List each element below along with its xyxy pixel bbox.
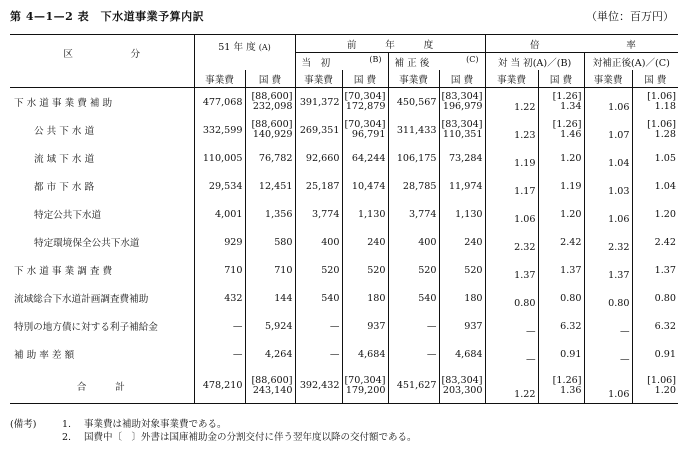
cell-c10 xyxy=(632,312,678,340)
cell-value: 6.32 xyxy=(560,320,582,332)
cell-c3 xyxy=(295,116,342,144)
cell-c2 xyxy=(245,256,295,284)
cell-c7 xyxy=(485,368,538,404)
cell-value: 1.05 xyxy=(654,152,677,164)
cell-value: 520 xyxy=(367,264,386,276)
col-jigyohi-ab: 事業費 xyxy=(485,70,538,88)
cell-c1 xyxy=(194,228,245,256)
cell-c10 xyxy=(632,368,678,404)
unit-label: （単位：百万円） xyxy=(586,10,674,23)
cell-value: 232,098 xyxy=(252,101,293,112)
cell-value: 92,660 xyxy=(305,152,340,164)
cell-value: 1.20 xyxy=(560,152,582,164)
cell-value: [88,600] xyxy=(251,119,293,130)
col-jigyohi-51: 事業費 xyxy=(194,70,245,88)
table-row xyxy=(10,284,678,312)
cell-value: 4,264 xyxy=(265,348,293,360)
cell-c10 xyxy=(632,88,678,117)
cell-c5 xyxy=(388,172,439,200)
cell-value: 1.04 xyxy=(608,158,630,169)
table-row xyxy=(10,144,678,172)
row-label: 合 計 xyxy=(10,368,194,404)
cell-value: — xyxy=(329,320,340,332)
cell-value: 1.07 xyxy=(608,130,630,141)
row-label: 補 助 率 差 額 xyxy=(14,350,75,361)
cell-value: [1.06] xyxy=(647,91,677,102)
table-row xyxy=(10,88,678,117)
cell-value: 1.37 xyxy=(514,270,536,281)
col-jigyohi-ac: 事業費 xyxy=(584,70,632,88)
cell-value: 1.06 xyxy=(608,389,630,400)
cell-value: 0.80 xyxy=(608,298,630,309)
cell-value: [88,600] xyxy=(251,91,293,102)
cell-value: 0.80 xyxy=(560,292,582,304)
cell-c8 xyxy=(538,340,584,368)
cell-value: 710 xyxy=(274,264,293,276)
cell-c2 xyxy=(245,116,295,144)
cell-value: [1.06] xyxy=(647,119,677,130)
cell-value: 520 xyxy=(321,264,340,276)
toshoo-header: 当 初 (B) xyxy=(295,53,388,71)
cell-value: 1,356 xyxy=(265,208,293,220)
cell-value: 929 xyxy=(224,236,243,248)
cell-c9 xyxy=(584,228,632,256)
cell-value: 1.37 xyxy=(608,270,630,281)
cell-value: 1.36 xyxy=(560,384,582,396)
cell-c10 xyxy=(632,116,678,144)
cell-value: 4,684 xyxy=(455,348,483,360)
cell-value: 25,187 xyxy=(305,180,340,192)
cell-c6 xyxy=(439,144,485,172)
cell-value: 1.34 xyxy=(560,101,582,112)
cell-value: 3,774 xyxy=(312,208,340,220)
cell-value: 451,627 xyxy=(396,380,437,391)
cell-c10 xyxy=(632,256,678,284)
cell-c9 xyxy=(584,312,632,340)
cell-c9 xyxy=(584,200,632,228)
zennendo-header: 前 年 度 xyxy=(295,35,485,53)
cell-c6 xyxy=(439,172,485,200)
cell-value: 2.32 xyxy=(608,242,630,253)
cell-value: 1.46 xyxy=(560,129,582,140)
cell-c2 xyxy=(245,284,295,312)
cell-c5 xyxy=(388,256,439,284)
table-row xyxy=(10,340,678,368)
bai-header: 倍 xyxy=(485,35,584,53)
cell-value: — xyxy=(232,348,243,360)
cell-c3 xyxy=(295,256,342,284)
cell-c1 xyxy=(194,284,245,312)
cell-c3 xyxy=(295,368,342,404)
cell-c5 xyxy=(388,284,439,312)
cell-c4 xyxy=(342,200,388,228)
cell-value: 391,372 xyxy=(299,96,340,108)
cell-value: 477,068 xyxy=(202,96,243,108)
cell-c1 xyxy=(194,256,245,284)
cell-value: 240 xyxy=(367,236,386,248)
cell-value: 311,433 xyxy=(396,124,437,136)
cell-c7 xyxy=(485,116,538,144)
cell-value: 4,684 xyxy=(358,348,386,360)
cell-value: 196,979 xyxy=(442,101,483,112)
cell-value: 540 xyxy=(321,292,340,304)
row-label: 下 水 道 事 業 費 補 助 xyxy=(14,98,113,109)
cell-value: 0.91 xyxy=(560,348,582,360)
cell-value: [83,304] xyxy=(441,91,483,102)
cell-value: [83,304] xyxy=(441,119,483,130)
cell-c5 xyxy=(388,340,439,368)
cell-value: — xyxy=(329,348,340,360)
cell-c8 xyxy=(538,368,584,404)
cell-c10 xyxy=(632,228,678,256)
cell-value: 6.32 xyxy=(654,320,677,332)
cell-value: 11,974 xyxy=(448,180,483,192)
col-kokuhi-c: 国 費 xyxy=(439,70,485,88)
cell-c10 xyxy=(632,172,678,200)
cell-value: 179,200 xyxy=(345,384,386,396)
cell-value: 520 xyxy=(464,264,483,276)
cell-value: [88,600] xyxy=(251,374,293,386)
cell-value: 106,175 xyxy=(396,152,437,164)
cell-value: 1.20 xyxy=(654,208,677,220)
cell-value: 110,005 xyxy=(202,152,243,164)
vs-hosei-header: 対補正後(A)／(C) xyxy=(584,53,678,71)
cell-value: 937 xyxy=(464,320,483,332)
cell-value: 180 xyxy=(367,292,386,304)
cell-value: 1.06 xyxy=(514,214,536,225)
cell-value: 5,924 xyxy=(265,320,293,332)
cell-c4 xyxy=(342,312,388,340)
row-label: 下 水 道 事 業 調 査 費 xyxy=(14,266,113,277)
table-row xyxy=(10,228,678,256)
cell-c1 xyxy=(194,200,245,228)
cell-c3 xyxy=(295,312,342,340)
cell-c5 xyxy=(388,312,439,340)
cell-value: 450,567 xyxy=(396,96,437,108)
cell-c7 xyxy=(485,256,538,284)
cell-c2 xyxy=(245,340,295,368)
cell-c4 xyxy=(342,284,388,312)
cell-c4 xyxy=(342,368,388,404)
cell-c7 xyxy=(485,144,538,172)
cell-c2 xyxy=(245,172,295,200)
cell-value: 2.42 xyxy=(654,236,677,248)
cell-value: 4,001 xyxy=(215,208,243,220)
cell-c1 xyxy=(194,88,245,117)
cell-value: — xyxy=(619,326,630,337)
cell-value: 1.17 xyxy=(514,186,536,197)
col-jigyohi-b: 事業費 xyxy=(295,70,342,88)
cell-c6 xyxy=(439,284,485,312)
cell-c2 xyxy=(245,312,295,340)
cell-c4 xyxy=(342,88,388,117)
cell-c2 xyxy=(245,228,295,256)
cell-c3 xyxy=(295,172,342,200)
cell-value: 96,791 xyxy=(351,129,386,140)
cell-value: 1.23 xyxy=(514,130,536,141)
cell-value: [1.26] xyxy=(552,91,582,102)
cell-value: 172,879 xyxy=(345,101,386,112)
cell-c8 xyxy=(538,172,584,200)
table-row xyxy=(10,172,678,200)
cell-c9 xyxy=(584,88,632,117)
cell-value: 28,785 xyxy=(402,180,437,192)
cell-c2 xyxy=(245,200,295,228)
cell-value: 1,130 xyxy=(455,208,483,220)
cell-value: 400 xyxy=(418,236,437,248)
cell-value: 2.32 xyxy=(514,242,536,253)
cell-value: 1.22 xyxy=(514,102,536,113)
cell-c9 xyxy=(584,144,632,172)
cell-c9 xyxy=(584,284,632,312)
cell-c10 xyxy=(632,144,678,172)
cell-c1 xyxy=(194,172,245,200)
cell-value: 332,599 xyxy=(202,124,243,136)
cell-c3 xyxy=(295,88,342,117)
col-kokuhi-ab: 国 費 xyxy=(538,70,584,88)
cell-c8 xyxy=(538,200,584,228)
cell-c5 xyxy=(388,368,439,404)
cell-value: 1.22 xyxy=(514,389,536,400)
row-label: 流域総合下水道計画調査費補助 xyxy=(14,294,149,305)
cell-value: 1.37 xyxy=(560,264,582,276)
cell-value: 2.42 xyxy=(560,236,582,248)
cell-c6 xyxy=(439,116,485,144)
cell-value: 240 xyxy=(464,236,483,248)
cell-value: 1.03 xyxy=(608,186,630,197)
fy51-header: 51 年 度 (A) xyxy=(194,35,295,71)
cell-value: 269,351 xyxy=(299,124,340,136)
kubun-header: 区 分 xyxy=(10,35,194,71)
cell-value: [70,304] xyxy=(344,374,386,386)
cell-c6 xyxy=(439,200,485,228)
cell-value: 12,451 xyxy=(258,180,293,192)
kubun-header-spacer xyxy=(10,70,194,88)
cell-value: 1.18 xyxy=(654,101,677,112)
cell-c7 xyxy=(485,228,538,256)
cell-c6 xyxy=(439,368,485,404)
col-jigyohi-c: 事業費 xyxy=(388,70,439,88)
cell-c5 xyxy=(388,88,439,117)
cell-value: — xyxy=(426,348,437,360)
cell-c3 xyxy=(295,200,342,228)
cell-value: [70,304] xyxy=(344,119,386,130)
cell-c1 xyxy=(194,368,245,404)
cell-c4 xyxy=(342,228,388,256)
table-title: 第 4—1—2 表 下水道事業予算内訳 xyxy=(10,10,205,23)
cell-value: 710 xyxy=(224,264,243,276)
row-label: 特別の地方債に対する利子補給金 xyxy=(14,322,158,333)
cell-c2 xyxy=(245,144,295,172)
cell-value: 0.80 xyxy=(654,292,677,304)
cell-c4 xyxy=(342,144,388,172)
cell-c5 xyxy=(388,144,439,172)
cell-value: 110,351 xyxy=(442,129,483,140)
table-row xyxy=(10,256,678,284)
cell-c7 xyxy=(485,312,538,340)
cell-c7 xyxy=(485,172,538,200)
cell-value: [70,304] xyxy=(344,91,386,102)
cell-c5 xyxy=(388,116,439,144)
notes xyxy=(10,418,417,444)
cell-value: 3,774 xyxy=(409,208,437,220)
table-row xyxy=(10,200,678,228)
note-number: 2. xyxy=(62,432,72,443)
cell-c6 xyxy=(439,256,485,284)
cell-value: — xyxy=(525,326,536,337)
cell-c4 xyxy=(342,340,388,368)
cell-value: [83,304] xyxy=(441,374,483,386)
cell-value: 76,782 xyxy=(258,152,293,164)
cell-c2 xyxy=(245,368,295,404)
cell-c9 xyxy=(584,368,632,404)
cell-c2 xyxy=(245,88,295,117)
cell-c6 xyxy=(439,88,485,117)
cell-value: 1.06 xyxy=(608,102,630,113)
cell-c4 xyxy=(342,116,388,144)
cell-c1 xyxy=(194,116,245,144)
cell-c10 xyxy=(632,200,678,228)
cell-value: — xyxy=(619,354,630,365)
row-label: 特定公共下水道 xyxy=(34,210,102,221)
cell-value: 937 xyxy=(367,320,386,332)
cell-value: 144 xyxy=(274,292,293,304)
row-label: 流 域 下 水 道 xyxy=(34,154,95,165)
cell-c8 xyxy=(538,312,584,340)
cell-value: [1.26] xyxy=(552,119,582,130)
cell-value: 64,244 xyxy=(351,152,386,164)
cell-c3 xyxy=(295,228,342,256)
cell-value: 478,210 xyxy=(202,380,243,391)
budget-table xyxy=(10,34,678,404)
table-row xyxy=(10,368,678,404)
cell-c8 xyxy=(538,256,584,284)
cell-c4 xyxy=(342,256,388,284)
cell-c9 xyxy=(584,256,632,284)
cell-c7 xyxy=(485,284,538,312)
cell-c10 xyxy=(632,340,678,368)
cell-c1 xyxy=(194,312,245,340)
cell-value: 1.19 xyxy=(560,180,582,192)
cell-c8 xyxy=(538,144,584,172)
cell-c9 xyxy=(584,172,632,200)
cell-c8 xyxy=(538,284,584,312)
cell-value: 29,534 xyxy=(208,180,243,192)
cell-c3 xyxy=(295,144,342,172)
cell-value: 1.20 xyxy=(560,208,582,220)
cell-c1 xyxy=(194,144,245,172)
table-row xyxy=(10,116,678,144)
cell-value: 520 xyxy=(418,264,437,276)
cell-c8 xyxy=(538,88,584,117)
cell-value: 400 xyxy=(321,236,340,248)
cell-c7 xyxy=(485,340,538,368)
cell-value: — xyxy=(426,320,437,332)
cell-value: 10,474 xyxy=(351,180,386,192)
cell-value: 243,140 xyxy=(252,384,293,396)
hoseigo-header: 補 正 後 (C) xyxy=(388,53,485,71)
note-text: 国費中〔 〕外書は国庫補助金の分割交付に伴う翌年度以降の交付額である。 xyxy=(84,432,417,443)
cell-value: 1.20 xyxy=(654,384,677,396)
cell-value: 392,432 xyxy=(299,380,340,391)
table-row xyxy=(10,312,678,340)
row-label: 特定環境保全公共下水道 xyxy=(34,238,140,249)
cell-value: 1.19 xyxy=(514,158,536,169)
cell-value: 140,929 xyxy=(252,129,293,140)
cell-c5 xyxy=(388,228,439,256)
cell-c6 xyxy=(439,228,485,256)
cell-c4 xyxy=(342,172,388,200)
cell-c9 xyxy=(584,340,632,368)
cell-value: — xyxy=(525,354,536,365)
notes-label: (備考) xyxy=(10,419,37,430)
cell-value: 1.28 xyxy=(654,129,677,140)
cell-c8 xyxy=(538,116,584,144)
cell-value: 0.91 xyxy=(654,348,677,360)
col-kokuhi-b: 国 費 xyxy=(342,70,388,88)
cell-c1 xyxy=(194,340,245,368)
cell-value: 1.04 xyxy=(654,180,677,192)
cell-value: 180 xyxy=(464,292,483,304)
note-text: 事業費は補助対象事業費である。 xyxy=(84,419,227,430)
cell-value: [1.06] xyxy=(647,374,677,386)
col-kokuhi-51: 国 費 xyxy=(245,70,295,88)
cell-c3 xyxy=(295,284,342,312)
cell-c9 xyxy=(584,116,632,144)
col-kokuhi-ac: 国 費 xyxy=(632,70,678,88)
cell-value: 540 xyxy=(418,292,437,304)
cell-c6 xyxy=(439,312,485,340)
cell-value: — xyxy=(232,320,243,332)
cell-c8 xyxy=(538,228,584,256)
cell-value: 432 xyxy=(224,292,243,304)
cell-c5 xyxy=(388,200,439,228)
ritsu-header: 率 xyxy=(584,35,678,53)
cell-value: 203,300 xyxy=(442,384,483,396)
cell-value: 73,284 xyxy=(448,152,483,164)
cell-c3 xyxy=(295,340,342,368)
vs-toshoo-header: 対 当 初(A)／(B) xyxy=(485,53,584,71)
note-number: 1. xyxy=(62,419,72,430)
cell-c10 xyxy=(632,284,678,312)
cell-value: 1.37 xyxy=(654,264,677,276)
cell-c7 xyxy=(485,88,538,117)
cell-value: [1.26] xyxy=(552,374,582,386)
cell-value: 580 xyxy=(274,236,293,248)
row-label: 都 市 下 水 路 xyxy=(34,182,95,193)
cell-value: 0.80 xyxy=(514,298,536,309)
cell-c6 xyxy=(439,340,485,368)
cell-value: 1,130 xyxy=(358,208,386,220)
cell-value: 1.06 xyxy=(608,214,630,225)
cell-c7 xyxy=(485,200,538,228)
row-label: 公 共 下 水 道 xyxy=(34,126,95,137)
